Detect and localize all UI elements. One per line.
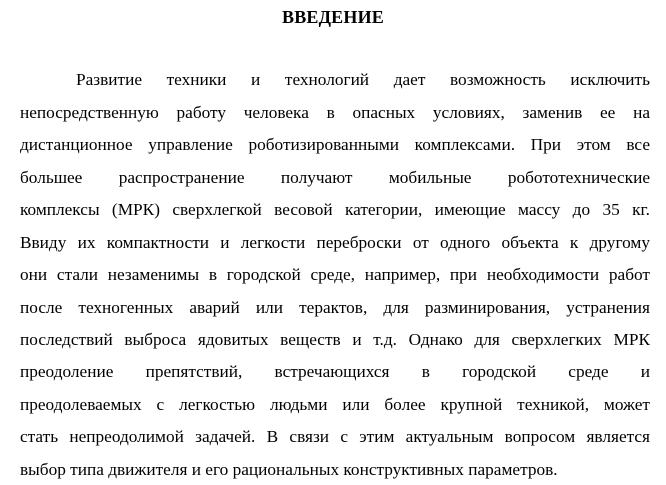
paragraph-line: Развитие техники и технологий дает возможность исключить bbox=[76, 70, 650, 89]
paragraph-line: преодолеваемых с легкостью людьми или более крупной техникой, может bbox=[20, 395, 650, 414]
paragraph-line: дистанционное управление роботизированными комплексами. При этом все bbox=[20, 135, 650, 154]
paragraph-line: комплексы (МРК) сверхлегкой весовой категории, имеющие массу до 35 кг. bbox=[20, 200, 650, 219]
paragraph-line: после техногенных аварий или терактов, для разминирования, устранения bbox=[20, 298, 650, 317]
paragraph-line: преодоление препятствий, встречающихся в городской среде и bbox=[20, 362, 650, 381]
paragraph-line: стать непреодолимой задачей. В связи с этим актуальным вопросом является bbox=[20, 427, 650, 446]
paragraph-line: Ввиду их компактности и легкости переброски от одного объекта к другому bbox=[20, 233, 650, 252]
section-heading: ВВЕДЕНИЕ bbox=[281, 7, 384, 27]
paragraph-line: непосредственную работу человека в опасных условиях, заменив ее на bbox=[20, 103, 650, 122]
paragraph-line: они стали незаменимы в городской среде, например, при необходимости работ bbox=[20, 265, 650, 284]
paragraph-line: выбор типа движителя и его рациональных конструктивных параметров. bbox=[20, 460, 558, 479]
paragraph-line: последствий выброса ядовитых веществ и т.д. Однако для сверхлегких МРК bbox=[20, 330, 650, 349]
paragraph-line: большее распространение получают мобильные робототехнические bbox=[20, 168, 650, 187]
